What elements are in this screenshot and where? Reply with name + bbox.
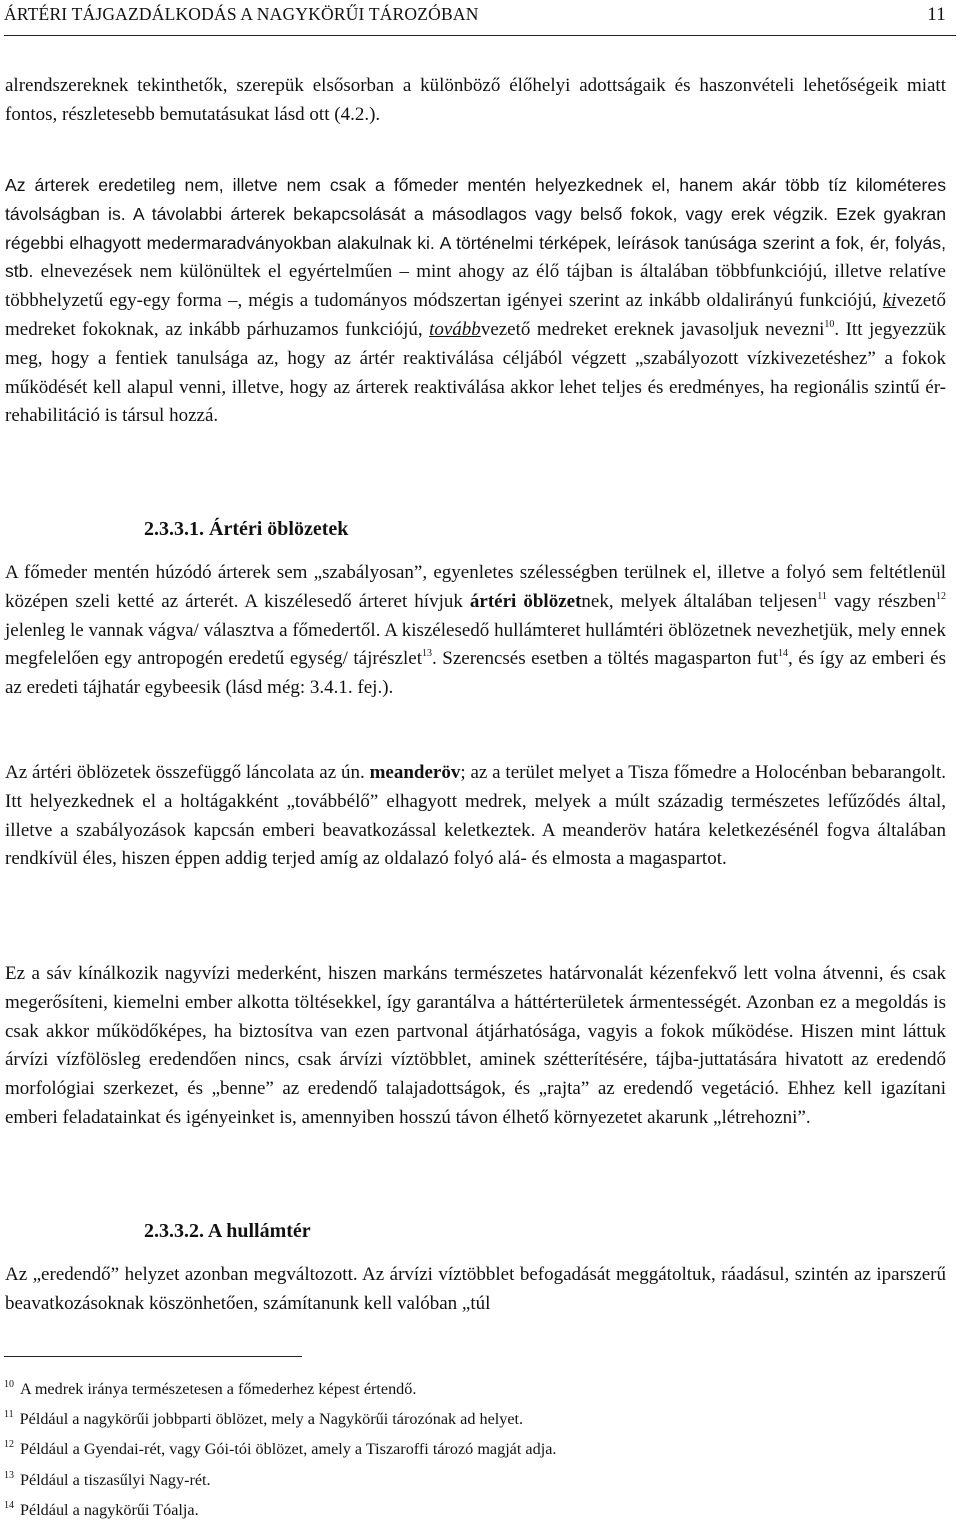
paragraph-3-text-c: vagy részben bbox=[826, 590, 936, 612]
paragraph-4-text-b: ; az a terület melyet a Tisza főmedre a Holocénban bebarangolt. Itt helyezkednek el a holtágakként „továbbélő” elhagyott medrek, melyek a múlt századig természetes lefűződés által, illetve a szabályozások kapcsán emberi beavatkozással keletkeztek. A meanderöv határa keletkezésénél fogva általában rendkívül éles, hiszen éppen addig terjed amíg az oldalazó folyó alá- és elmosta a magaspartot. bbox=[5, 762, 946, 870]
footnote-text: A medrek iránya természetesen a főmederhez képest értendő. bbox=[20, 1380, 417, 1398]
paragraph-2-text-c: vezető medreket ereknek javasoljuk nevezni bbox=[480, 318, 825, 340]
footnote-text: Például a nagykörűi Tóalja. bbox=[20, 1501, 199, 1519]
running-header bbox=[4, 4, 946, 28]
section-heading-2-3-3-2: 2.3.3.2. A hullámtér bbox=[144, 1220, 311, 1242]
paragraph-2-text-b: vezető medreket fokoknak, az inkább párhuzamos funkciójú, bbox=[5, 290, 946, 340]
paragraph-3-text-e: . Szerencsés esetben a töltés magasparton fut bbox=[431, 648, 779, 670]
term-arteri-oblozet: ártéri öblözet bbox=[469, 590, 582, 612]
footnote-11 bbox=[4, 1405, 523, 1429]
paragraph-2-text-a: elnevezések nem különültek el egyértelműen – mint ahogy az élő tájban is általában többfunkciójú, illetve relatíve többhelyzetű egy-egy forma –, mégis a tudományos módszertan igényei szerint az inkább oldalirányú funkciójú, bbox=[5, 261, 946, 312]
emphasis-ki: ki bbox=[882, 290, 897, 312]
header-title: ÁRTÉRI TÁJGAZDÁLKODÁS A NAGYKÖRŰI TÁROZÓBAN bbox=[4, 4, 479, 24]
footnote-ref-12: 12 bbox=[935, 590, 946, 602]
header-divider bbox=[4, 35, 956, 36]
footnote-ref-10: 10 bbox=[824, 318, 835, 330]
footnote-number: 14 bbox=[4, 1500, 14, 1511]
paragraph-6: Az „eredendő” helyzet azonban megváltozott. Az árvízi víztöbblet befogadását meggátoltuk, ráadásul, szintén az iparszerű beavatkozásoknak köszönhetően, számítanunk kell valóban „túl bbox=[5, 1264, 946, 1314]
paragraph-3-text-b: nek, melyek általában teljesen bbox=[581, 590, 818, 612]
footnote-12 bbox=[4, 1435, 556, 1459]
emphasis-tovabb: tovább bbox=[429, 318, 481, 340]
footnote-ref-11: 11 bbox=[817, 590, 827, 602]
paragraph-2-sans-text: Az árterek eredetileg nem, illetve nem csak a főmeder mentén helyezkednek el, hanem akár több tíz kilométeres távolságban is. A távolabbi árterek bekapcsolását a másodlagos vagy belső fokok, vagy erek végzik. Ezek gyakran régebbi elhagyott medermaradványokban alakulnak ki. A történelmi térképek, leírások tanúsága szerint a fok, ér, folyás, stb. bbox=[5, 175, 946, 282]
paragraph-3-text-f: , és így az emberi és az eredeti tájhatár egybeesik (lásd még: 3.4.1. fej.). bbox=[5, 648, 946, 699]
paragraph-2 bbox=[5, 172, 946, 431]
footnote-number: 12 bbox=[4, 1439, 14, 1450]
section-heading-2-3-3-1: 2.3.3.1. Ártéri öblözetek bbox=[144, 518, 349, 540]
paragraph-2-text-d: . Itt jegyezzük meg, hogy a fentiek tanulsága az, hogy az ártér reaktiválása céljából végzett „szabályozott vízkivezetéshez” a fokok működését kell alapul venni, illetve, hogy az árterek reaktiválása akkor lehet teljes és eredményes, ha regionális szintű ér-rehabilitáció is társul hozzá. bbox=[5, 318, 946, 427]
paragraph-3 bbox=[5, 559, 946, 703]
footnote-text: Például a nagykörűi jobbparti öblözet, mely a Nagykörűi tározónak ad helyet. bbox=[19, 1410, 524, 1428]
footnote-13 bbox=[4, 1466, 211, 1490]
footnote-divider bbox=[4, 1356, 302, 1357]
paragraph-4 bbox=[5, 759, 946, 874]
footnote-14 bbox=[4, 1496, 199, 1520]
paragraph-4-text-a: Az ártéri öblözetek összefüggő láncolata az ún. bbox=[5, 762, 370, 783]
paragraph-3-text-d: jelenleg le vannak vágva/ választva a főmedertől. A kiszélesedő hullámteret hullámtéri öblözetnek nevezhetjük, mely ennek megfelelően egy antropogén eredetű egység/ tájrészlet bbox=[5, 619, 946, 670]
footnote-ref-14: 14 bbox=[778, 648, 789, 660]
footnote-10 bbox=[4, 1375, 416, 1399]
paragraph-3-text-a: A főmeder mentén húzódó árterek sem „szabályosan”, egyenletes szélességben terülnek el, illetve a folyó sem feltétlenül középen szeli ketté az árterét. A kiszélesedő árteret hívjuk bbox=[5, 562, 946, 612]
footnote-number: 13 bbox=[4, 1470, 14, 1481]
footnote-number: 10 bbox=[4, 1379, 14, 1390]
page-number: 11 bbox=[927, 4, 946, 25]
footnote-ref-13: 13 bbox=[421, 648, 432, 660]
paragraph-1: alrendszereknek tekinthetők, szerepük elsősorban a különböző élőhelyi adottságaik és haszonvételi lehetőségeik miatt fontos, részletesebb bemutatásukat lásd ott (4.2.). bbox=[5, 75, 946, 125]
footnote-text: Például a Gyendai-rét, vagy Gói-tói öblözet, amely a Tiszaroffi tározó magját adja. bbox=[20, 1440, 557, 1458]
paragraph-5: Ez a sáv kínálkozik nagyvízi mederként, hiszen markáns természetes határvonalát kézenfekvő lett volna átvenni, és csak megerősíteni, kiemelni ember alkotta töltésekkel, így garantálva a háttérterületek ármentességét. Azonban ez a megoldás is csak akkor működőképes, ha biztosítva van ezen partvonal átjárhatósága, vagyis a fokok működése. Hiszen mint láttuk árvízi vízfölösleg eredendően nincs, csak árvízi víztöbblet, aminek szétterítésére, tájba-juttatására hivatott az eredendő morfológiai szerkezet, és „benne” az eredendő talajadottságok, és „rajta” az eredendő vegetáció. Ehhez kell igazítani emberi feladatainkat és igényeinket is, amennyiben hosszú távon élhető környezetet akarunk „létrehozni”. bbox=[5, 963, 946, 1128]
footnote-number: 11 bbox=[4, 1409, 14, 1420]
term-meanderov: meanderöv bbox=[369, 762, 461, 783]
footnote-text: Például a tiszasűlyi Nagy-rét. bbox=[20, 1471, 211, 1489]
